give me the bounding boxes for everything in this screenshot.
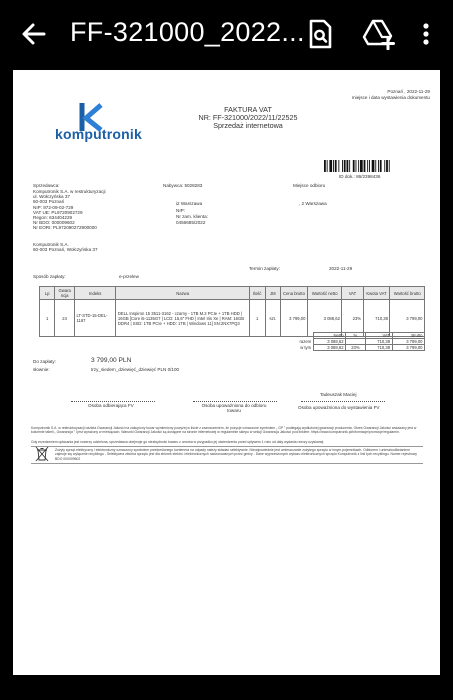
footer-weee: Zużyty sprzęt elektryczny i elektroniczny oznaczony symbolem przekreślonego kontenera na odpady należy składać selektywnie. Nieodpowiednie jest umieszczanie zużytego sprzętu w innym pojemnikach. Odbiorem i unieszkodliwianiem zajmuje się wyłącznie recyklingu - Selektywna zbiórka sprzętu jest dla zbiórek elektro i elektronicznych nadzorowanych przez gminy - Dane wyprzedzonych wykazu elektronicznych sprzętu Komputronik z linii tych recyklingu. Numer rejestrowy BDO 000009602 — [55, 448, 418, 461]
barcode — [324, 160, 410, 172]
summary-wtym-brutto: 3 799,00 — [392, 345, 424, 351]
items-header-cell: Gwara ncja — [55, 287, 75, 300]
summary-razem-label: razem — [299, 339, 312, 344]
buyer-order-no: 0456685/2022 — [176, 220, 206, 225]
in-words: trzy_siedem_dziewięć_dziewięć PLN 0/100 — [91, 367, 180, 372]
barcode-bar — [367, 160, 368, 172]
seller-line: Nr EORI: PL972090272900000 — [33, 225, 97, 231]
summary-wtym-label: w tym — [300, 345, 312, 350]
footer-divider — [31, 446, 423, 447]
seller-line: ul. Wołczyńska 37 — [33, 194, 70, 200]
items-header-cell: Lp — [40, 287, 55, 300]
table-row — [40, 300, 425, 337]
place-date-caption: miejsce i data wystawienia dokumentu — [351, 95, 430, 100]
payment-due: 2022-11-29 — [329, 266, 353, 271]
summary-wtym-pct: 23% — [346, 345, 366, 351]
crossed-bin-icon — [35, 446, 49, 462]
barcode-bar — [342, 160, 343, 172]
barcode-bar — [356, 160, 357, 172]
barcode-bar — [353, 160, 355, 172]
items-header-cell: Nazwa — [116, 287, 249, 300]
summary-razem-netto: 3 088,62 — [313, 339, 345, 345]
summary-wtym-row — [289, 345, 425, 351]
summary-h-vat: VAT — [365, 333, 392, 339]
table-cell: LT-STD-15-DEL-1167 — [74, 300, 115, 337]
table-cell: 23% — [342, 300, 363, 337]
signer-name: Tadeuszak Maciej — [320, 392, 357, 397]
signature-line-issue — [301, 401, 385, 402]
footer-return: Gdy erzedzeniem opłacania jest rowerzy udzielona, uprzedawca obejmuje go niezbędność towaru z umowa w przypadku jej otwierdzenia przed upływem 1 roku od daty wydania rzeczy uzyskanej. — [31, 440, 325, 444]
table-cell: 710,38 — [363, 300, 390, 337]
buyer-city: i2 Warszawa — [176, 201, 203, 206]
barcode-bar — [364, 160, 366, 172]
barcode-bar — [375, 160, 376, 172]
to-pay-label: Do zapłaty: — [33, 359, 56, 364]
items-header-cell: Cena brutto — [281, 287, 308, 300]
barcode-bar — [338, 160, 339, 172]
summary-h-netto: Netto — [313, 333, 345, 339]
items-header-cell: VAT — [342, 287, 363, 300]
app-bar — [0, 0, 453, 68]
barcode-bar — [360, 160, 363, 172]
document-title: FF-321000_2022... — [70, 17, 305, 47]
seller-line: VAT UE: PL9720902729 — [33, 209, 83, 215]
signature-line-goods — [193, 401, 277, 402]
items-header-cell: Wartość brutto — [390, 287, 425, 300]
signature-line-receive — [71, 401, 155, 402]
payment-method-label: Sposób zapłaty: — [33, 274, 66, 279]
table-cell: 24 — [55, 300, 75, 337]
seller-extra-1: Komputronik S.A. — [33, 242, 69, 247]
barcode-bar — [329, 160, 332, 172]
barcode-bar — [358, 160, 359, 172]
barcode-bar — [347, 160, 349, 172]
barcode-bar — [369, 160, 370, 172]
barcode-bar — [327, 160, 328, 172]
buyer-nip: NIP: — [176, 208, 185, 213]
seller-line: 60-003 Poznań — [33, 199, 65, 205]
to-pay-amount: 3 799,00 PLN — [91, 357, 132, 364]
barcode-bar — [380, 160, 382, 172]
arrow-left-icon[interactable] — [18, 18, 50, 50]
place-date: Poznań , 2022-11-29 — [387, 89, 430, 94]
barcode-bar — [389, 160, 390, 172]
seller-line: Regon: 634404229 — [33, 215, 73, 220]
delivery-label: Miejsce odbioru — [293, 183, 326, 188]
payment-due-label: Termin zapłaty: — [249, 266, 280, 271]
summary-razem-brutto: 3 799,00 — [392, 339, 424, 345]
items-header-cell: Kwota VAT — [363, 287, 390, 300]
summary-wtym-vat: 710,38 — [365, 345, 392, 351]
seller-line: Komputronik S.A. w restrukturyzacji — [33, 189, 106, 194]
invoice-subtitle: Sprzedaż internetowa — [213, 121, 283, 130]
table-cell: 3 799,00 — [281, 300, 308, 337]
invoice-header — [173, 106, 323, 130]
table-cell: 3 799,00 — [390, 300, 425, 337]
items-table — [39, 286, 425, 337]
items-header-cell: Wartość netto — [307, 287, 341, 300]
items-header-cell: Ilość — [249, 287, 265, 300]
seller-label: Sprzedawca: — [33, 183, 60, 188]
search-in-document-icon[interactable] — [305, 18, 335, 50]
sig-receive: Osoba odbierająca FV — [88, 403, 134, 408]
items-header-row — [40, 287, 425, 300]
footer-divider-bottom — [31, 463, 423, 464]
items-header-cell: JM — [265, 287, 280, 300]
barcode-bar — [384, 160, 385, 172]
summary-razem-vat: 710,38 — [365, 339, 392, 345]
logo-text: komputronik — [55, 126, 142, 142]
in-words-label: słownie: — [33, 367, 50, 372]
seller-line: Nr BDO: 000009602 — [33, 220, 75, 226]
invoice-page[interactable] — [13, 70, 440, 675]
seller-extra-2: 60-003 Poznań, Wołczyńska 37 — [33, 247, 98, 252]
summary-wtym-netto: 3 088,62 — [313, 345, 345, 351]
more-vertical-icon[interactable] — [416, 18, 436, 50]
barcode-bar — [372, 160, 375, 172]
table-cell: szt. — [265, 300, 280, 337]
footer-warranty: Komputronik S.A. w restrukturyzacji udziela Gwarancji Jakości na zakupiony towar wymieniony powyżej w liście z zaznaczeniem, że pozycje oznaczone symbolem „ GP ” podlegają wydłużonej gwarancji producenta. Okres Gwarancji Jakości wskazany jest w kolumnie tabeli „ Gwarancja ” i jest wyrażony w miesiącach. Warunki Gwarancji Jakości są dostępne na stronie internetowej w regulaminie sklepu w sekcji Gwarancja Jakości pod linkiem: https://www.komputronik.pl/informacje/promocje/regulamin. — [31, 426, 417, 435]
barcode-bar — [333, 160, 334, 172]
add-to-drive-icon[interactable] — [362, 18, 396, 50]
barcode-bar — [349, 160, 350, 172]
items-header-cell: Indeks — [74, 287, 115, 300]
payment-method: e-przelew — [119, 274, 139, 279]
barcode-id: ID dok.: 86/2398436 — [339, 174, 381, 179]
invoice-number: NR: FF-321000/2022/11/22525 — [198, 113, 298, 122]
sig-issue: Osoba upoważniona do wystawienia FV — [298, 405, 380, 410]
summary-table — [289, 332, 425, 351]
barcode-bar — [324, 160, 326, 172]
delivery-city: , 2 Warszawa — [299, 201, 327, 206]
summary-h-pct: % — [346, 333, 366, 339]
barcode-bar — [378, 160, 379, 172]
seller-line: NIP: 972-09-02-729 — [33, 204, 74, 210]
buyer-order-label: Nr zam. klienta: — [176, 214, 208, 219]
barcode-bar — [335, 160, 337, 172]
barcode-bar — [386, 160, 388, 172]
table-cell: 1 — [40, 300, 55, 337]
barcode-bar — [344, 160, 346, 172]
summary-h-brutto: Brutto — [392, 333, 424, 339]
table-cell: 3 088,62 — [307, 300, 341, 337]
table-cell: 1 — [249, 300, 265, 337]
table-cell: DELL Inspiron 15 3511-3162 - czarny - 1TB M.2 PCIe + 1TB HDD | 16GB [Core i5-1135G7 | LCD: 15,6" FHD | Intel Iris Xe | RAM: 16GB DDR4 | SSD: 1TB PCIe + HDD: 1TB | Windows 11] SN:2NX7PQ3 — [116, 300, 249, 337]
sig-issue-goods: Osoba upoważniona do odbioru towaru — [201, 403, 267, 414]
invoice-title: FAKTURA VAT — [224, 105, 272, 114]
buyer-label: Nabywca: 5028283 — [163, 183, 203, 188]
